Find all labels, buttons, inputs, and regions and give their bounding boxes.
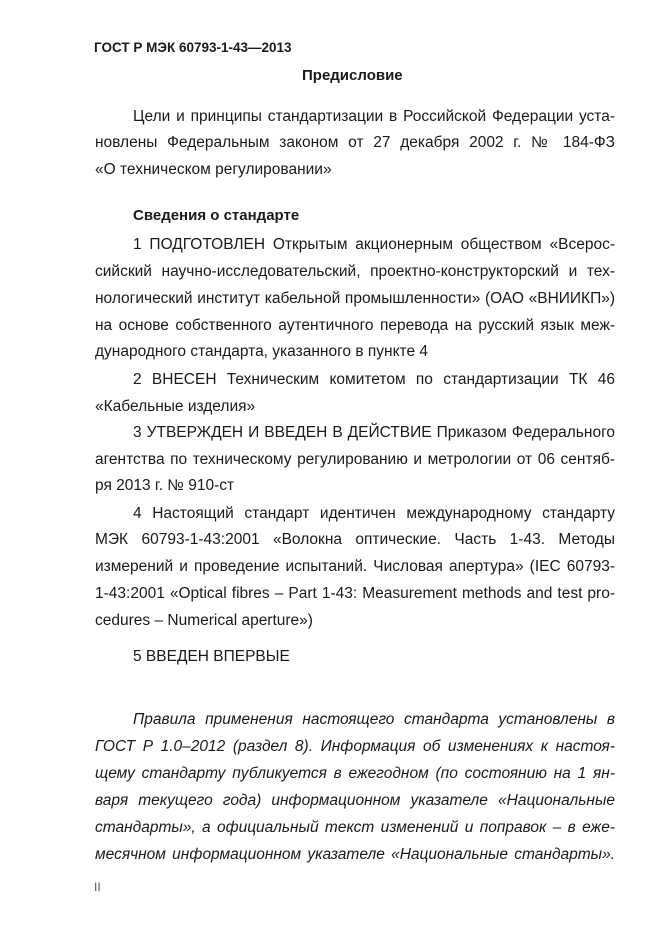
info-line: 1-43:2001 «Optical fibres – Part 1-43: Measurement methods and test pro- bbox=[95, 585, 615, 602]
intro-line: новлены Федеральным законом от 27 декабря 2002 г. № 184-ФЗ bbox=[95, 134, 615, 151]
page-title: Предисловие bbox=[302, 67, 403, 84]
info-line: 5 ВВЕДЕН ВПЕРВЫЕ bbox=[133, 648, 290, 665]
info-line: измерений и проведение испытаний. Числовая апертура» (IEC 60793- bbox=[95, 558, 615, 575]
document-code: ГОСТ Р МЭК 60793-1-43—2013 bbox=[94, 40, 292, 55]
intro-line: «О техническом регулировании» bbox=[95, 161, 332, 178]
page-number: II bbox=[94, 880, 101, 894]
info-line: дународного стандарта, указанного в пункте 4 bbox=[95, 343, 428, 360]
info-line: «Кабельные изделия» bbox=[95, 398, 256, 415]
rules-line: месячном информационном указателе «Национальные стандарты». bbox=[95, 846, 615, 863]
info-line: 2 ВНЕСЕН Техническим комитетом по стандартизации ТК 46 bbox=[133, 371, 615, 388]
info-line: 1 ПОДГОТОВЛЕН Открытым акционерным обществом «Всерос- bbox=[133, 236, 615, 253]
info-line: МЭК 60793-1-43:2001 «Волокна оптические. Часть 1-43. Методы bbox=[95, 531, 615, 548]
section-title: Сведения о стандарте bbox=[133, 207, 300, 224]
info-line: ря 2013 г. № 910-ст bbox=[95, 477, 235, 494]
rules-line: Правила применения настоящего стандарта установлены в bbox=[133, 711, 615, 728]
info-line: cedures – Numerical aperture») bbox=[95, 612, 313, 629]
info-line: нологический институт кабельной промышленности» (ОАО «ВНИИКП») bbox=[95, 290, 615, 307]
info-line: 4 Настоящий стандарт идентичен международному стандарту bbox=[133, 505, 615, 522]
rules-line: стандарты», а официальный текст изменений и поправок – в еже- bbox=[95, 819, 615, 836]
rules-line: ГОСТ Р 1.0–2012 (раздел 8). Информация об изменениях к настоя- bbox=[95, 738, 615, 755]
info-line: агентства по техническому регулированию и метрологии от 06 сентяб- bbox=[95, 451, 615, 468]
info-line: сийский научно-исследовательский, проектно-конструкторский и тех- bbox=[95, 263, 615, 280]
info-line: на основе собственного аутентичного перевода на русский язык меж- bbox=[95, 317, 615, 334]
rules-line: щему стандарту публикуется в ежегодном (по состоянию на 1 ян- bbox=[95, 765, 615, 782]
info-line: 3 УТВЕРЖДЕН И ВВЕДЕН В ДЕЙСТВИЕ Приказом Федерального bbox=[133, 424, 615, 441]
intro-line: Цели и принципы стандартизации в Российской Федерации уста- bbox=[133, 108, 615, 125]
rules-line: варя текущего года) информационном указателе «Национальные bbox=[95, 792, 615, 809]
